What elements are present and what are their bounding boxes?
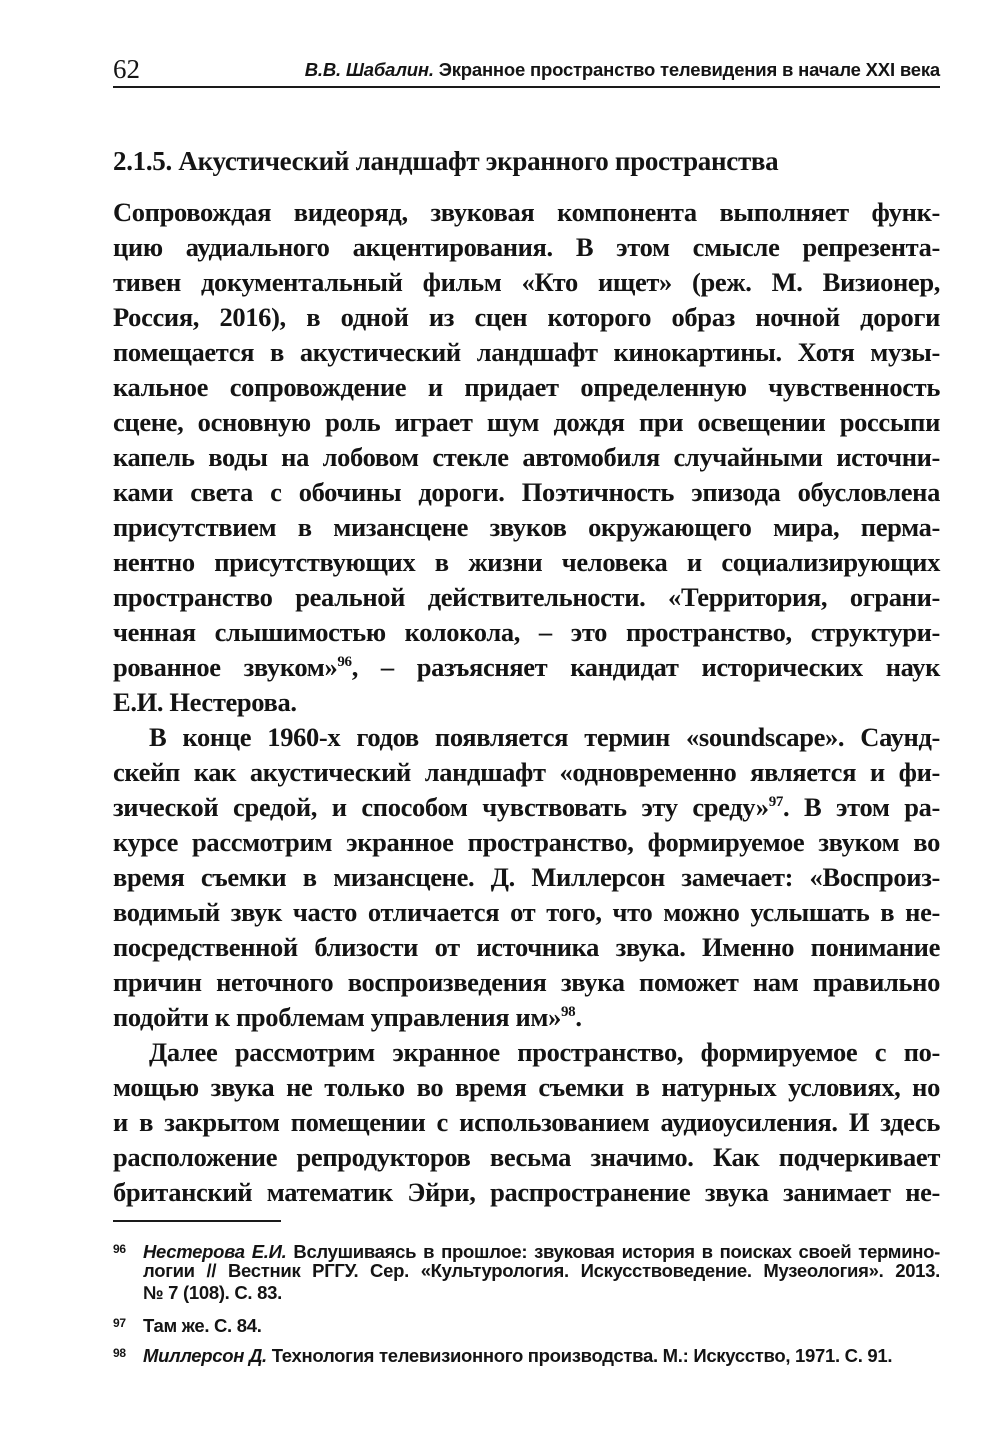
header-rule: [113, 86, 940, 88]
running-book-title: Экранное пространство телевидения в начале XXI века: [433, 59, 940, 80]
running-title: [305, 55, 940, 85]
text-line: сцене, основную роль играет шум дождя при освещении россыпи: [113, 407, 940, 437]
text-line: Россия, 2016), в одной из сцен которого образ ночной дороги: [113, 302, 940, 332]
text-line: расположение репродукторов весьма значимо. Как подчеркивает: [113, 1142, 940, 1172]
text-run: рованное звуком»: [113, 652, 338, 682]
text-line: цию аудиального акцентирования. В этом смысле репрезента-: [113, 232, 940, 262]
text-line: британский математик Эйри, распространение звука занимает не-: [113, 1177, 940, 1207]
section-heading: 2.1.5. Акустический ландшафт экранного пространства: [113, 146, 779, 176]
footnote-97: [113, 1312, 940, 1337]
footnote-ref-98: 98: [561, 1004, 576, 1021]
footnote-number: 98: [113, 1346, 126, 1360]
text-line: [113, 1000, 940, 1034]
footnote-author: Нестерова Е.И.: [143, 1241, 287, 1262]
footnote-text: Там же. С. 84.: [143, 1315, 262, 1336]
text-run: .: [575, 1002, 582, 1032]
footnote-text: Технология телевизионного производства. М.: Искусство, 1971. С. 91.: [266, 1345, 893, 1366]
text-line: пространство реальной действительности. «Территория, ограни-: [113, 582, 940, 612]
text-line: и в закрытом помещении с использованием аудиоусиления. И здесь: [113, 1107, 940, 1137]
footnote-ref-97: 97: [768, 794, 784, 811]
footnote-number: 96: [113, 1242, 126, 1256]
text-line: Е.И. Нестерова.: [113, 687, 297, 717]
running-header: [113, 52, 940, 88]
text-line: Далее рассмотрим экранное пространство, формируемое с по-: [149, 1037, 940, 1067]
footnote-96-cont: логии // Вестник РГГУ. Сер. «Культурология. Искусствоведение. Музеология». 2013.: [143, 1260, 940, 1281]
text-line: В конце 1960-х годов появляется термин «soundscape». Саунд-: [149, 722, 940, 752]
footnote-rule: [113, 1220, 281, 1222]
text-line: мощью звука не только во время съемки в натурных условиях, но: [113, 1072, 940, 1102]
footnote-ref-96: 96: [337, 654, 352, 671]
text-line: нентно присутствующих в жизни человека и социализирующих: [113, 547, 940, 577]
footnote-98: [113, 1342, 940, 1367]
text-line: ками света с обочины дороги. Поэтичность эпизода обусловлена: [113, 477, 940, 507]
text-run: . В этом ра-: [783, 792, 940, 822]
text-line: водимый звук часто отличается от того, что можно услышать в не-: [113, 897, 940, 927]
text-run: , – разъясняет кандидат исторических наук: [351, 652, 940, 682]
text-run: зической средой, и способом чувствовать эту среду»: [113, 792, 769, 822]
text-line: присутствием в мизансцене звуков окружающего мира, перма-: [113, 512, 940, 542]
text-line: курсе рассмотрим экранное пространство, формируемое звуком во: [113, 827, 940, 857]
text-line: [113, 650, 940, 684]
footnote-96-cont: № 7 (108). С. 83.: [143, 1282, 282, 1303]
running-author: В.В. Шабалин.: [304, 59, 434, 80]
page-number: 62: [113, 54, 140, 84]
footnote-author: Миллерсон Д.: [143, 1345, 267, 1366]
text-line: помещается в акустический ландшафт кинокартины. Хотя музы-: [113, 337, 940, 367]
text-line: ченная слышимостью колокола, – это пространство, структури-: [113, 617, 940, 647]
text-line: время съемки в мизансцене. Д. Миллерсон замечает: «Воспроиз-: [113, 862, 940, 892]
text-line: тивен документальный фильм «Кто ищет» (реж. М. Визионер,: [113, 267, 940, 297]
text-run: подойти к проблемам управления им»: [113, 1002, 562, 1032]
text-line: причин неточного воспроизведения звука поможет нам правильно: [113, 967, 940, 997]
text-line: посредственной близости от источника звука. Именно понимание: [113, 932, 940, 962]
text-line: кальное сопровождение и придает определенную чувственность: [113, 372, 940, 402]
text-line: капель воды на лобовом стекле автомобиля случайными источни-: [113, 442, 940, 472]
text-line: [113, 790, 940, 824]
text-line: скейп как акустический ландшафт «одновременно является и фи-: [113, 757, 940, 787]
footnote-number: 97: [113, 1316, 126, 1330]
text-line: Сопровождая видеоряд, звуковая компонента выполняет функ-: [113, 197, 940, 227]
footnote-text: Вслушиваясь в прошлое: звуковая история в поисках своей термино-: [286, 1241, 941, 1262]
